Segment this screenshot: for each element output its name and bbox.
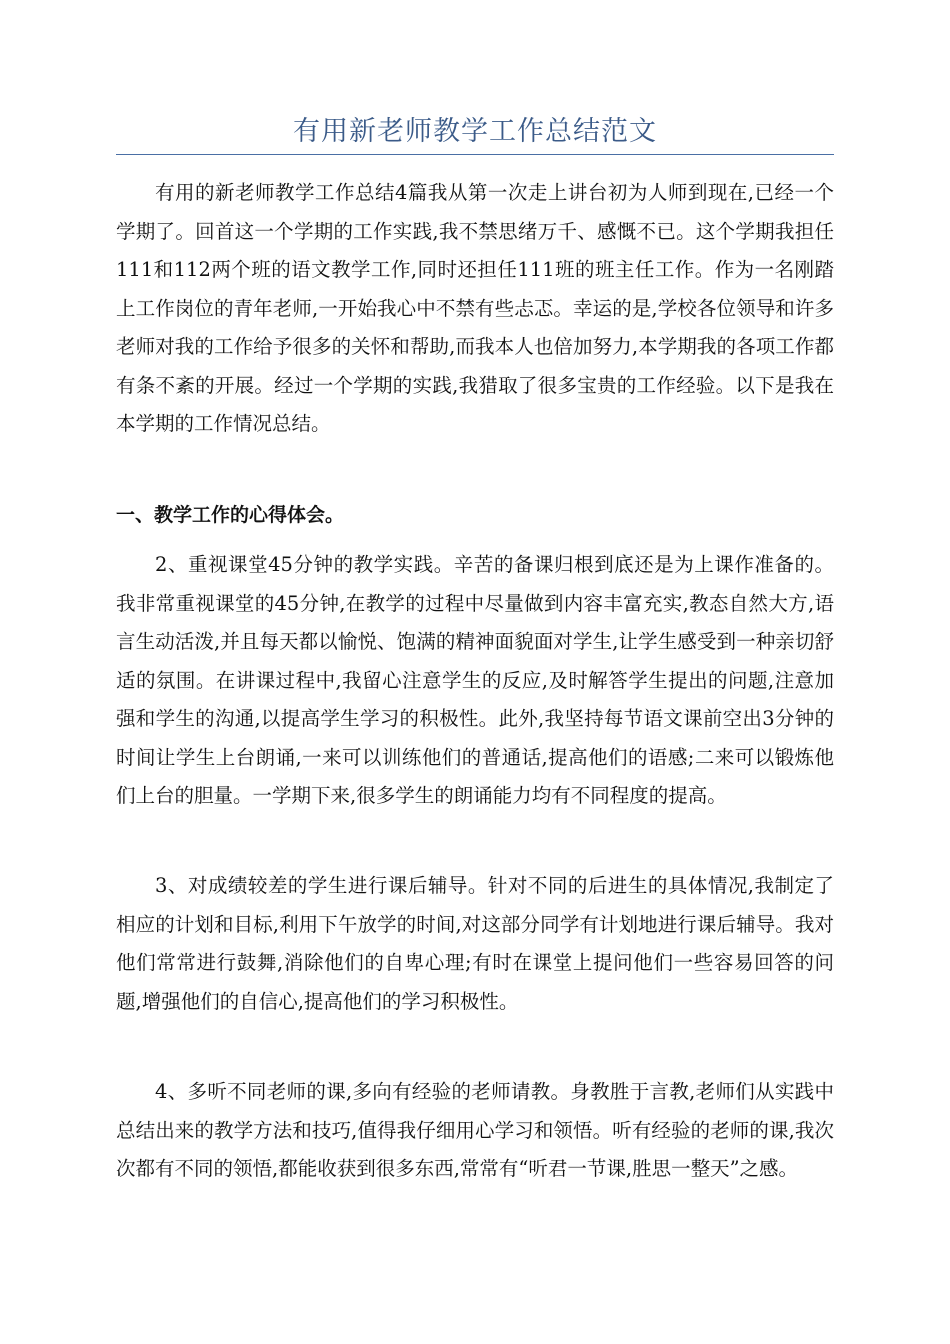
paragraph-item-4: 4、多听不同老师的课,多向有经验的老师请教。身教胜于言教,老师们从实践中总结出来的教学方法和技巧,值得我仔细用心学习和领悟。听有经验的老师的课,我次次都有不同的领悟,都能收获到很多东西,常常有“听君一节课,胜思一整天”之感。 bbox=[116, 1080, 834, 1180]
paragraph-item-3: 3、对成绩较差的学生进行课后辅导。针对不同的后进生的具体情况,我制定了相应的计划和目标,利用下午放学的时间,对这部分同学有计划地进行课后辅导。我对他们常常进行鼓舞,消除他们的自卑心理;有时在课堂上提问他们一些容易回答的问题,增强他们的自信心,提高他们的学习积极性。 bbox=[116, 874, 834, 1013]
paragraph-item-2: 2、重视课堂45分钟的教学实践。辛苦的备课归根到底还是为上课作准备的。我非常重视课堂的45分钟,在教学的过程中尽量做到内容丰富充实,教态自然大方,语言生动活泼,并且每天都以愉悦、饱满的精神面貌面对学生,让学生感受到一种亲切舒适的氛围。在讲课过程中,我留心注意学生的反应,及时解答学生提出的问题,注意加强和学生的沟通,以提高学生学习的积极性。此外,我坚持每节语文课前空出3分钟的时间让学生上台朗诵,一来可以训练他们的普通话,提高他们的语感;二来可以锻炼他们上台的胆量。一学期下来,很多学生的朗诵能力均有不同程度的提高。 bbox=[116, 553, 834, 807]
section-heading: 一、教学工作的心得体会。 bbox=[116, 504, 345, 526]
title-underline bbox=[116, 154, 834, 155]
intro-paragraph: 有用的新老师教学工作总结4篇我从第一次走上讲台初为人师到现在,已经一个学期了。回首这一个学期的工作实践,我不禁思绪万千、感慨不已。这个学期我担任111和112两个班的语文教学工作,同时还担任111班的班主任工作。作为一名刚踏上工作岗位的青年老师,一开始我心中不禁有些忐忑。幸运的是,学校各位领导和许多老师对我的工作给予很多的关怀和帮助,而我本人也倍加努力,本学期我的各项工作都有条不紊的开展。经过一个学期的实践,我猎取了很多宝贵的工作经验。以下是我在本学期的工作情况总结。 bbox=[116, 181, 834, 435]
document-title: 有用新老师教学工作总结范文 bbox=[293, 116, 657, 147]
